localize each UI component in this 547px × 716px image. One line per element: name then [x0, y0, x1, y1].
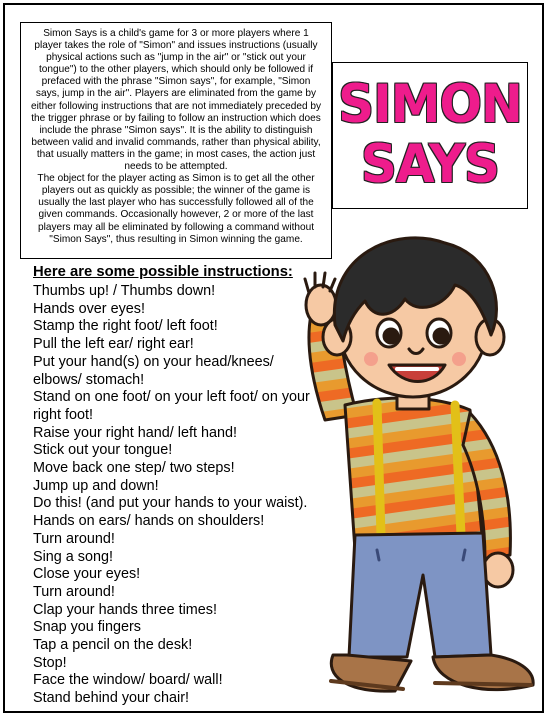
- instruction-item: Close your eyes!: [33, 566, 141, 583]
- intro-paragraph-1: Simon Says is a child's game for 3 or more players where 1 player takes the role of "Simon" and issues instructions (usually physical actions such as "jump in the air" or "stick out your tongue") to the other players, which should only be followed if prefaced with the phrase "Simon says", for example, "Simon says, jump in the air". Players are eliminated from the game by either following instructions that are not immediately preceded by the trigger phrase or by failing to follow an instruction which does include the phrase "Simon says". It is the ability to distinguish between valid and invalid commands, rather than physical ability, that usually matters in the game; in most cases, the action just needs to be attempted.: [30, 28, 322, 173]
- waving-boy-illustration: [285, 215, 547, 707]
- instruction-item: Stand behind your chair!: [33, 690, 189, 707]
- instruction-item: Pull the left ear/ right ear!: [33, 336, 194, 353]
- instruction-item: Sing a song!: [33, 548, 114, 565]
- instruction-item: Hands over eyes!: [33, 300, 145, 317]
- instruction-item: Stick out your tongue!: [33, 442, 173, 459]
- instruction-item: Turn around!: [33, 530, 115, 547]
- instruction-item: Stand on one foot/ on your left foot/ on your right foot!: [33, 389, 310, 423]
- instruction-item: Face the window/ board/ wall!: [33, 672, 223, 689]
- instruction-item: Clap your hands three times!: [33, 601, 217, 618]
- instruction-item: Put your hand(s) on your head/knees/ elbows/ stomach!: [33, 353, 274, 388]
- intro-paragraph-2: The object for the player acting as Simon is to get all the other players out as quickly as possible; the winner of the game is usually the last player who has successfully followed all of the given commands. Occasionally however, 2 or more of the last players may all be eliminated by following a command without "Simon Says", thus resulting in Simon winning the game.: [37, 173, 315, 245]
- title-line-1: SIMON: [338, 73, 522, 135]
- instruction-item: Raise your right hand/ left hand!: [33, 424, 237, 441]
- title-box: [332, 62, 528, 209]
- instruction-item: Hands on ears/ hands on shoulders!: [33, 513, 265, 530]
- instruction-item: Do this! (and put your hands to your waist).: [33, 495, 308, 512]
- instruction-item: Move back one step/ two steps!: [33, 460, 235, 477]
- instruction-item: Thumbs up! / Thumbs down!: [33, 283, 216, 299]
- instructions-heading: Here are some possible instructions:: [33, 264, 293, 280]
- instruction-item: Jump up and down!: [33, 477, 159, 494]
- title-line-2: SAYS: [360, 133, 500, 195]
- instruction-item: Tap a pencil on the desk!: [33, 637, 193, 654]
- instruction-item: Stop!: [33, 654, 67, 671]
- instruction-item: Turn around!: [33, 583, 115, 600]
- instruction-item: Stamp the right foot/ left foot!: [33, 318, 218, 335]
- instruction-item: Snap you fingers: [33, 619, 142, 636]
